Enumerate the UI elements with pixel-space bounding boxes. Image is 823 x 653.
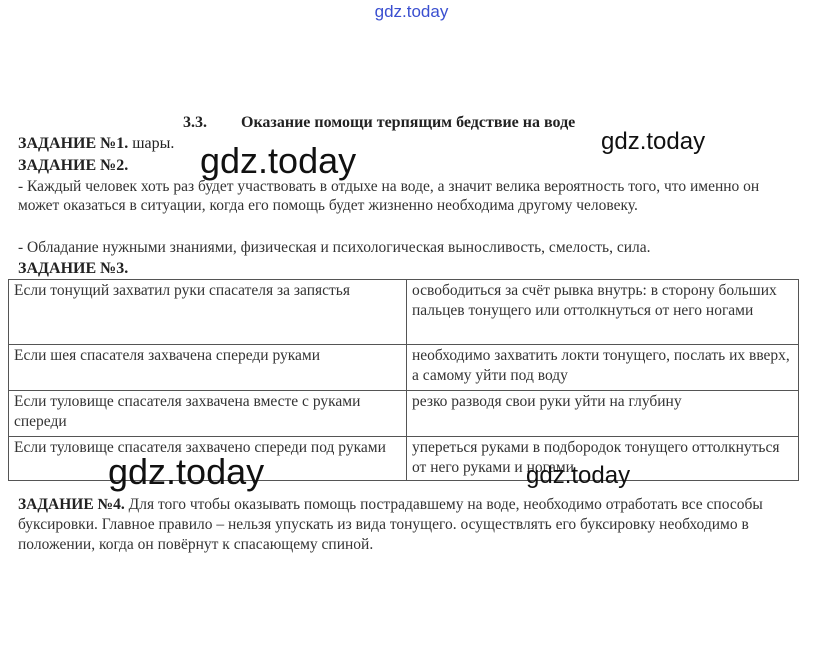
task-2-paragraph-2: - Обладание нужными знаниями, физическая и психологическая выносливость, смелость, сила. <box>18 239 651 256</box>
action-cell: упереться руками в подбородок тонущего оттолкнуться от него руками и ногами <box>407 437 799 481</box>
watermark-top: gdz.today <box>374 2 449 21</box>
section-heading <box>183 114 575 132</box>
table-row <box>9 345 799 391</box>
task-4 <box>18 495 798 555</box>
task-2-paragraph-1: - Каждый человек хоть раз будет участвовать в отдыхе на воде, а значит велика вероятность того, что именно он может оказаться в ситуации, когда его помощь будет жизненно необходима другому человеку. <box>18 178 760 214</box>
section-number: 3.3. <box>183 114 207 131</box>
action-cell: резко разводя свои руки уйти на глубину <box>407 391 799 437</box>
action-cell: освободиться за счёт рывка внутрь: в сторону больших пальцев тонущего или оттолкнуться от него ногами <box>407 280 799 345</box>
situation-cell: Если тонущий захватил руки спасателя за запястья <box>9 280 407 345</box>
table-row <box>9 280 799 345</box>
situation-cell: Если шея спасателя захвачена спереди руками <box>9 345 407 391</box>
watermark: gdz.today <box>601 128 706 155</box>
situation-cell: Если туловище спасателя захвачено спереди под руками <box>9 437 407 481</box>
table-row <box>9 391 799 437</box>
task-4-text: Для того чтобы оказывать помощь пострадавшему на воде, необходимо отработать все способы буксировки. Главное правило – нельзя упускать из вида тонущего. осуществлять его буксировку необходимо в положении, когда он повёрнут к спасающему спиной. <box>18 496 763 553</box>
watermark: gdz.today <box>526 462 631 489</box>
watermark: gdz.today <box>200 140 357 181</box>
watermark: gdz.today <box>108 451 265 492</box>
task-1 <box>18 134 174 154</box>
task-1-label: ЗАДАНИЕ №1. <box>18 135 129 152</box>
task-3-label: ЗАДАНИЕ №3. <box>18 260 129 277</box>
section-title: Оказание помощи терпящим бедствие на воде <box>241 114 576 131</box>
action-cell: необходимо захватить локти тонущего, послать их вверх, а самому уйти под воду <box>407 345 799 391</box>
task-1-text: шары. <box>132 135 175 152</box>
situation-cell: Если туловище спасателя захвачена вместе с руками спереди <box>9 391 407 437</box>
task-2-label: ЗАДАНИЕ №2. <box>18 157 129 174</box>
task-4-label: ЗАДАНИЕ №4. <box>18 496 125 513</box>
